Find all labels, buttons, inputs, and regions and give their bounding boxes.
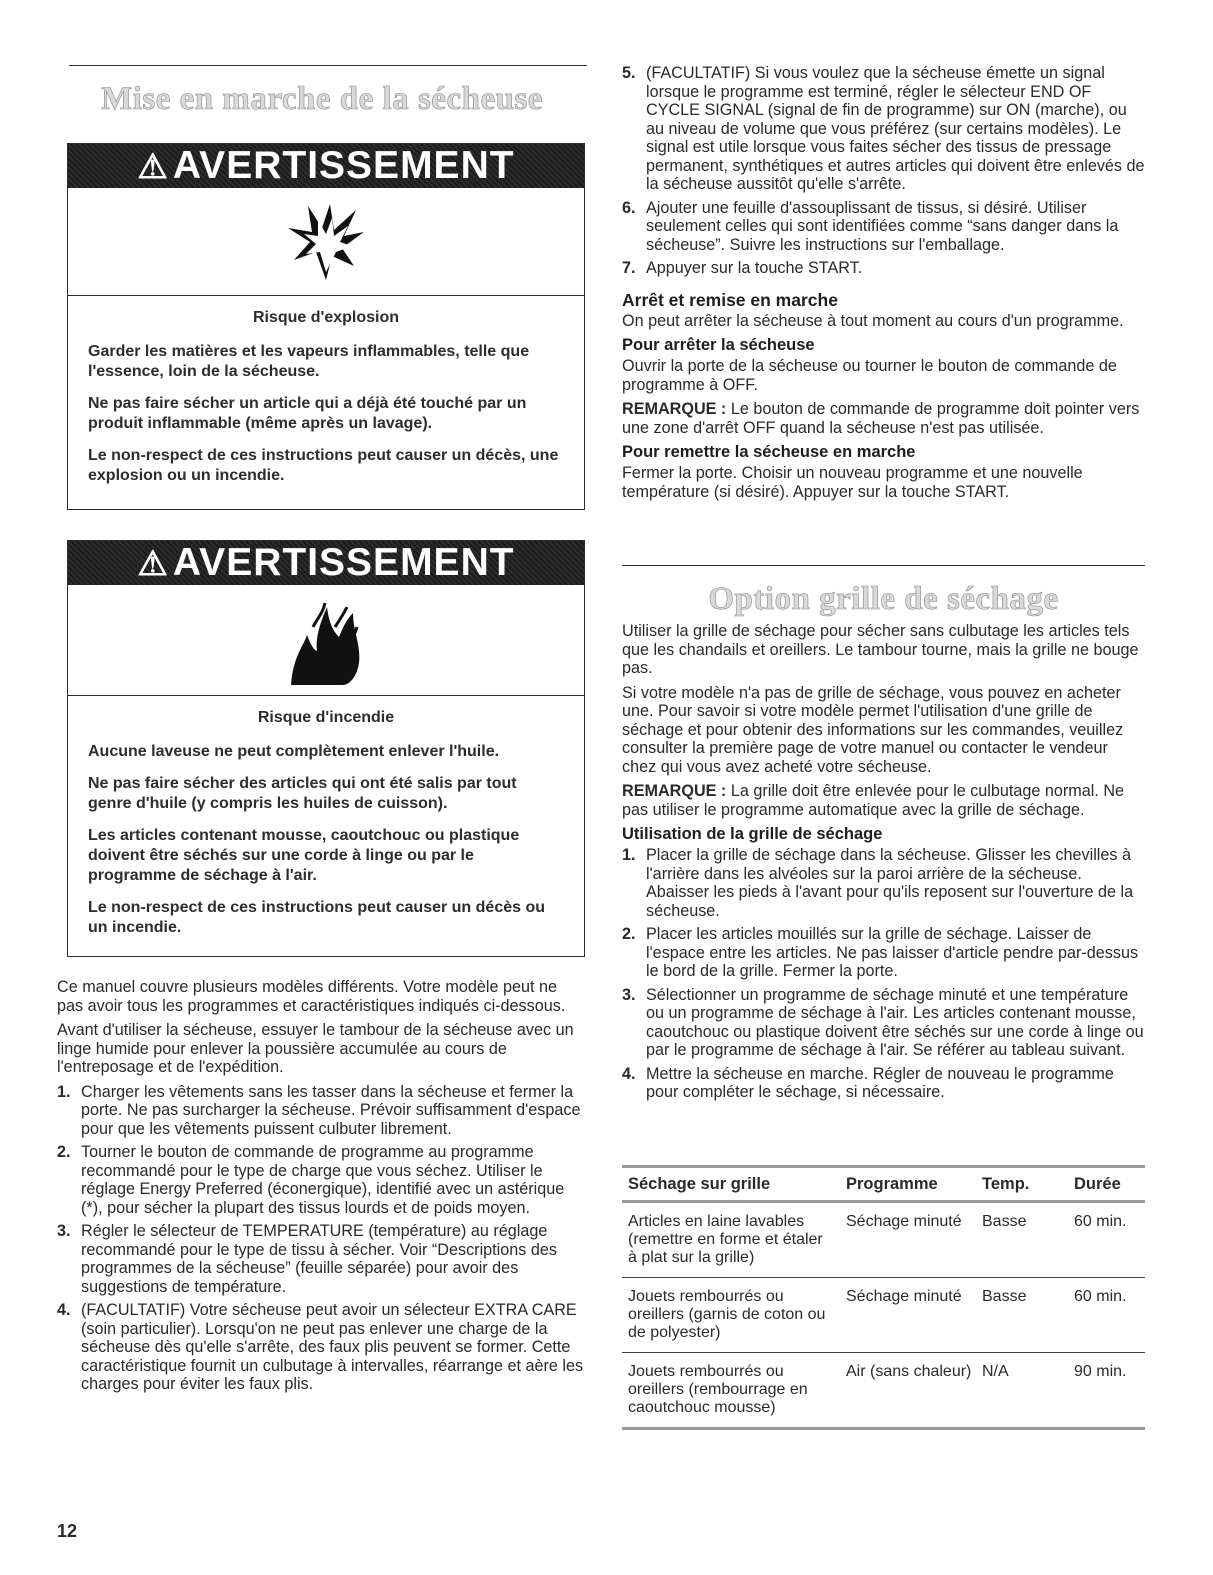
list-item: [57, 1222, 587, 1296]
list-item: [622, 1065, 1145, 1102]
step-text: Placer les articles mouillés sur la grille de séchage. Laisser de l'espace entre les articles. Ne pas laisser d'article pendre par-dessus le bord de la grille. Fermer la porte.: [646, 925, 1139, 980]
warning-header-text: AVERTISSEMENT: [172, 144, 515, 187]
step-number: 7.: [622, 259, 636, 277]
list-item: [622, 64, 1145, 194]
table-cell: Séchage minuté: [840, 1278, 976, 1353]
table-cell: 90 min.: [1068, 1353, 1145, 1429]
warning-line: Le non-respect de ces instructions peut causer un décès ou un incendie.: [88, 899, 546, 936]
list-item: [622, 986, 1145, 1060]
list-item: [622, 199, 1145, 255]
column-header: Durée: [1068, 1167, 1145, 1202]
right-bottom: [622, 622, 1145, 1107]
table-cell: Basse: [976, 1278, 1068, 1353]
step-text: Appuyer sur la touche START.: [646, 259, 863, 277]
warning-box-explosion: [67, 143, 585, 510]
table-header-row: [622, 1167, 1145, 1202]
section-title-start-dryer: Mise en marche de la sécheuse: [101, 81, 543, 117]
rack-steps-list: [622, 846, 1145, 1102]
list-item: [57, 1143, 587, 1217]
hazard-title: Risque d'incendie: [257, 709, 395, 726]
step-number: 3.: [622, 985, 636, 1004]
section-rule: [69, 65, 587, 66]
remark-text: La grille doit être enlevée pour le culbutage normal. Ne pas utiliser le programme automatique avec la grille de séchage.: [622, 782, 1125, 819]
remark-text: Le bouton de commande de programme doit pointer vers une zone d'arrêt OFF quand la sécheuse n'est pas utilisée.: [622, 400, 1140, 437]
stop-restart-heading: Arrêt et remise en marche: [622, 289, 838, 310]
step-text: Tourner le bouton de commande de programme au programme recommandé pour le type de charge que vous séchez. Utiliser le réglage Energy Preferred (éconergique), identifié avec un astérique (*), pour sécher la plupart des tissus lourds et de poids moyen.: [81, 1143, 565, 1217]
warning-line: Aucune laveuse ne peut complètement enlever l'huile.: [88, 743, 500, 760]
warning-line: Ne pas faire sécher des articles qui ont été salis par tout genre d'huile (y compris les huiles de cuisson).: [88, 775, 517, 812]
warning-text: [68, 296, 584, 508]
table-row: [622, 1278, 1145, 1353]
table-cell: 60 min.: [1068, 1202, 1145, 1278]
step-number: 3.: [57, 1222, 71, 1240]
drying-rack-table: [622, 1165, 1145, 1430]
step-number: 5.: [622, 64, 636, 82]
warning-art: [68, 188, 584, 296]
start-steps-list: [57, 1083, 587, 1394]
step-text: (FACULTATIF) Votre sécheuse peut avoir un sélecteur EXTRA CARE (soin particulier). Lorsqu'on ne peut pas enlever une charge de la sécheuse dès qu'elle s'arrête, des faux plis peuvent se former. Cette caractéristique fournit un culbutage à intervalles, réarrange et aère les charges pour éviter les faux plis.: [81, 1301, 584, 1393]
right-top: [622, 64, 1145, 507]
warning-line: Garder les matières et les vapeurs inflammables, telle que l'essence, loin de la sécheuse.: [88, 343, 530, 380]
option-paragraph: Si votre modèle n'a pas de grille de séchage, vous pouvez en acheter une. Pour savoir si votre modèle permet l'utilisation d'une grille de séchage et pour obtenir des informations sur les commandes, veuillez consulter la première page de votre manuel ou contacter le vendeur chez qui vous avez acheté votre sécheuse.: [622, 683, 1124, 776]
step-number: 4.: [622, 1064, 636, 1083]
table-cell: Jouets rembourrés ou oreillers (garnis de coton ou de polyester): [622, 1278, 840, 1353]
explosion-icon: [286, 202, 366, 282]
section-title-drying-rack: Option grille de séchage: [708, 581, 1059, 617]
option-paragraph: Utiliser la grille de séchage pour sécher sans culbutage les articles tels que les chandails et oreillers. Le tambour tourne, mais la grille ne bouge pas.: [622, 622, 1139, 677]
hazard-title: Risque d'explosion: [252, 309, 400, 326]
step-number: 2.: [57, 1143, 71, 1161]
list-item: [57, 1301, 587, 1394]
table-cell: Séchage minuté: [840, 1202, 976, 1278]
restart-text: Fermer la porte. Choisir un nouveau programme et une nouvelle température (si désiré). Appuyer sur la touche START.: [622, 464, 1083, 501]
warning-triangle-icon: ⚠: [137, 148, 169, 186]
table-cell: Basse: [976, 1202, 1068, 1278]
warning-text: [68, 696, 584, 960]
step-number: 2.: [622, 925, 636, 943]
step-text: Ajouter une feuille d'assouplissant de tissus, si désiré. Utiliser seulement celles qui sont identifiées comme “sans danger dans la sécheuse”. Suivre les instructions sur l'emballage.: [646, 198, 1119, 254]
table-cell: Articles en laine lavables (remettre en forme et étaler à plat sur la grille): [622, 1202, 840, 1278]
use-rack-heading: Utilisation de la grille de séchage: [622, 825, 883, 843]
column-header: Séchage sur grille: [622, 1167, 840, 1202]
list-item: [57, 1083, 587, 1139]
remark-label: REMARQUE :: [622, 782, 727, 800]
list-item: [622, 259, 1145, 278]
step-text: Régler le sélecteur de TEMPERATURE (température) au réglage recommandé pour le type de tissu à sécher. Voir “Descriptions des programmes de la sécheuse” (feuille séparée) pour avoir des suggestions de température.: [81, 1222, 557, 1296]
stop-text: Ouvrir la porte de la sécheuse ou tourner le bouton de commande de programme à OFF.: [622, 357, 1117, 394]
step-text: Placer la grille de séchage dans la sécheuse. Glisser les chevilles à l'arrière dans les alvéoles sur la paroi arrière de la sécheuse. Abaisser les pieds à l'avant pour qu'ils reposent sur l'ouverture de la sécheuse.: [646, 846, 1134, 920]
table-cell: 60 min.: [1068, 1278, 1145, 1353]
stop-intro: On peut arrêter la sécheuse à tout moment au cours d'un programme.: [622, 311, 1124, 330]
column-header: Temp.: [976, 1167, 1068, 1202]
step-text: Sélectionner un programme de séchage minuté et une température ou un programme de séchage à l'air. Les articles contenant mousse, caoutchouc ou plastique doivent être séchés sur une corde à linge ou par le programme de séchage à l'air. Se référer au tableau suivant.: [646, 985, 1144, 1059]
intro-paragraph: Avant d'utiliser la sécheuse, essuyer le tambour de la sécheuse avec un linge humide pour enlever la poussière accumulée au cours de l'entreposage et de l'expédition.: [57, 1021, 574, 1076]
table-row: [622, 1353, 1145, 1429]
step-number: 1.: [57, 1082, 71, 1101]
remark-2: [622, 782, 1145, 819]
table-cell: Air (sans chaleur): [840, 1353, 976, 1429]
step-number: 1.: [622, 846, 636, 864]
column-header: Programme: [840, 1167, 976, 1202]
fire-icon: [283, 597, 363, 687]
intro-paragraph: Ce manuel couvre plusieurs modèles différents. Votre modèle peut ne pas avoir tous les programmes et caractéristiques indiqués ci-dessous.: [57, 978, 566, 1015]
section-rule: [622, 565, 1145, 566]
restart-subheading: Pour remettre la sécheuse en marche: [622, 443, 916, 461]
step-text: Mettre la sécheuse en marche. Régler de nouveau le programme pour compléter le séchage, si nécessaire.: [646, 1064, 1114, 1101]
remark-1: [622, 400, 1145, 437]
warning-line: Le non-respect de ces instructions peut causer un décès, une explosion ou un incendie.: [88, 447, 559, 484]
page-number: 12: [57, 1521, 78, 1541]
table-row: [622, 1202, 1145, 1278]
warning-line: Les articles contenant mousse, caoutchouc ou plastique doivent être séchés sur une corde à linge ou par le programme de séchage à l'air.: [88, 827, 520, 884]
warning-art: [68, 585, 584, 696]
step-text: Charger les vêtements sans les tasser dans la sécheuse et fermer la porte. Ne pas surcharger la sécheuse. Prévoir suffisamment d'espace pour que les vêtements puissent culbuter librement.: [81, 1082, 581, 1138]
warning-triangle-icon: ⚠: [137, 545, 169, 583]
left-body: [57, 978, 587, 1399]
step-number: 6.: [622, 198, 636, 217]
table-cell: Jouets rembourrés ou oreillers (rembourrage en caoutchouc mousse): [622, 1353, 840, 1429]
table-cell: N/A: [976, 1353, 1068, 1429]
step-number: 4.: [57, 1301, 71, 1319]
remark-label: REMARQUE :: [622, 400, 727, 418]
step-text: (FACULTATIF) Si vous voulez que la sécheuse émette un signal lorsque le programme est terminé, régler le sélecteur END OF CYCLE SIGNAL (signal de fin de programme) sur ON (marche), ou au niveau de volume que vous préférez (sur certains modèles). Le signal est utile lorsque vous faites sécher des tissus de pressage permanent, synthétiques et autres articles qui doivent être enlevés de la sécheuse aussitôt qu'elle s'arrête.: [646, 64, 1145, 193]
start-steps-list-continued: [622, 64, 1145, 278]
warning-box-fire: [67, 540, 585, 957]
warning-header-text: AVERTISSEMENT: [172, 541, 515, 584]
warning-header: [68, 541, 584, 585]
warning-line: Ne pas faire sécher un article qui a déjà été touché par un produit inflammable (même après un lavage).: [88, 395, 527, 432]
list-item: [622, 925, 1145, 981]
list-item: [622, 846, 1145, 920]
warning-header: [68, 144, 584, 188]
stop-subheading: Pour arrêter la sécheuse: [622, 336, 815, 354]
